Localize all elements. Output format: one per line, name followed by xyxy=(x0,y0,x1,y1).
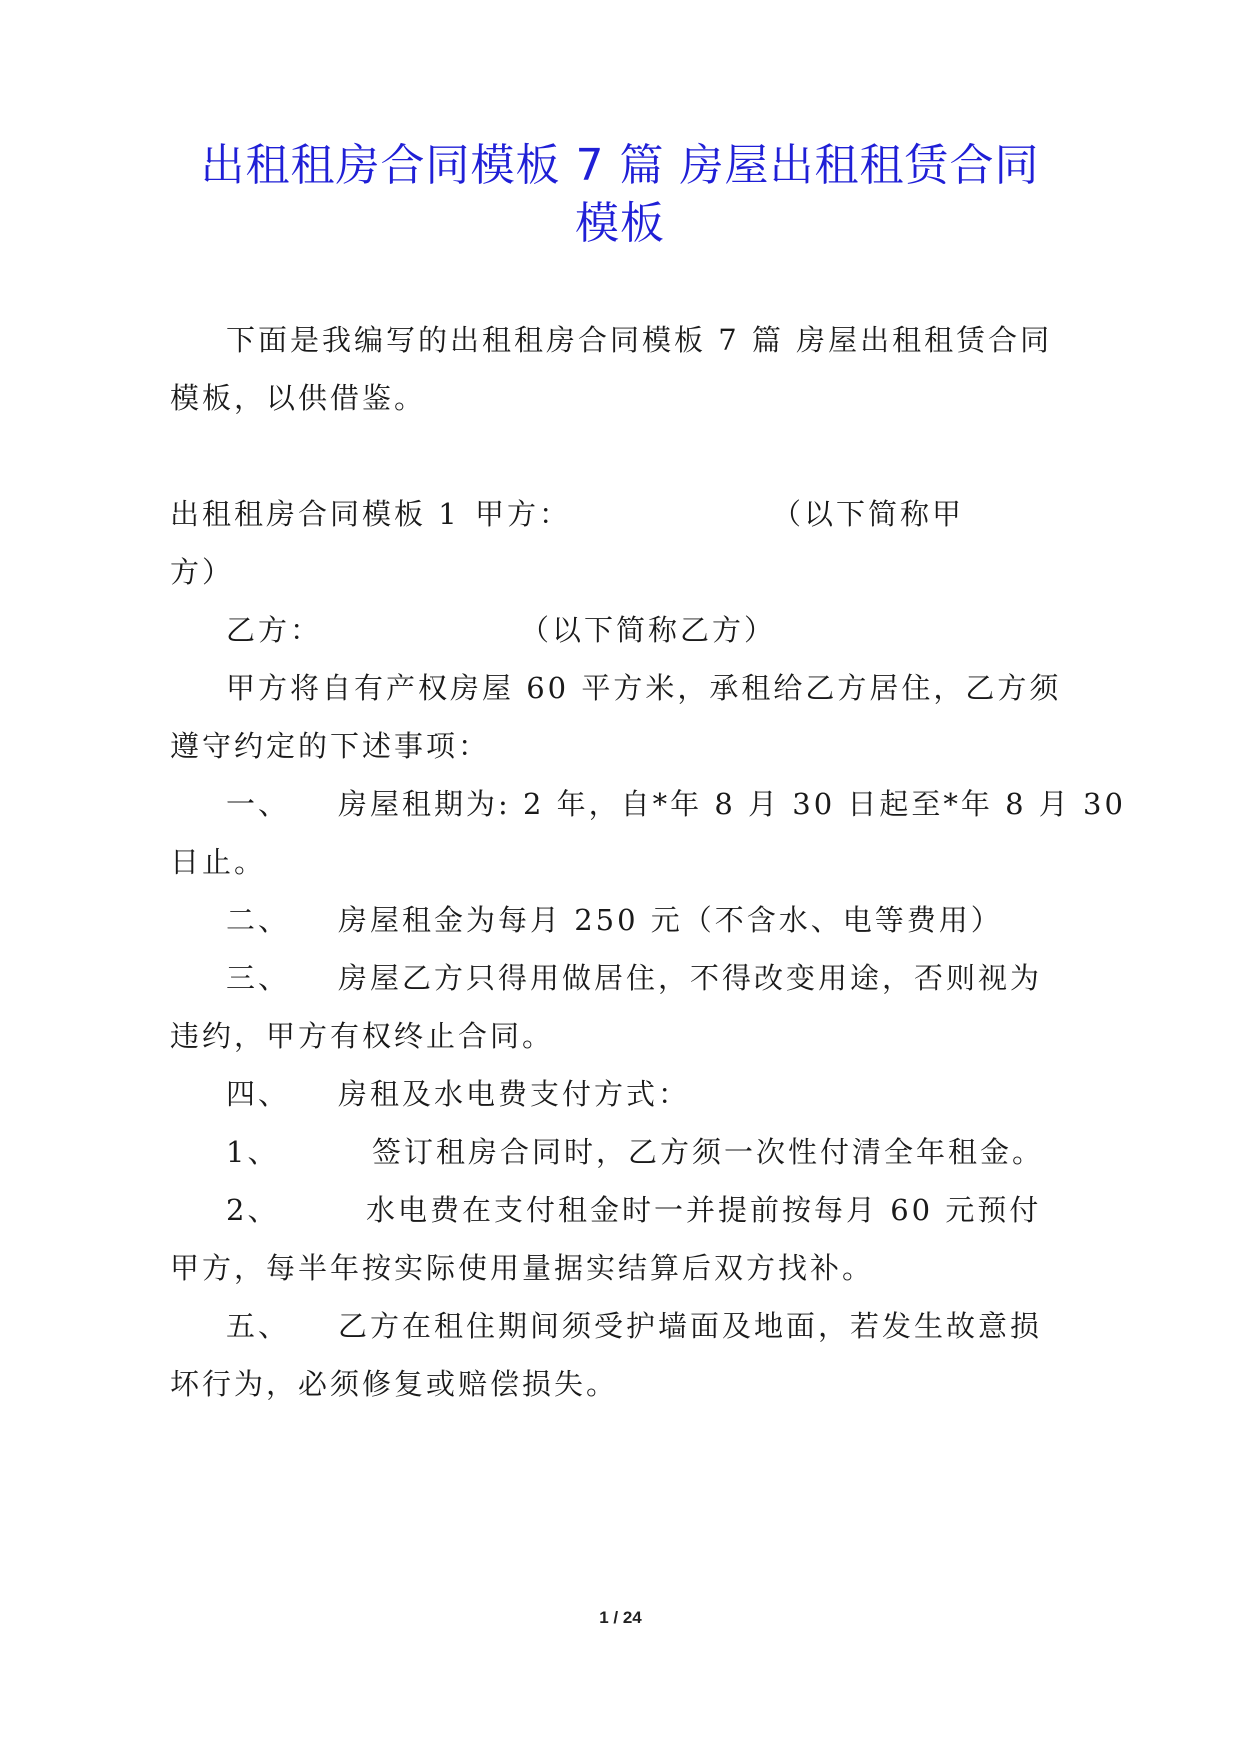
intro-line-1: 下面是我编写的出租租房合同模板 7 篇 房屋出租租赁合同 xyxy=(226,323,1053,357)
sub-clause-number: 2、 xyxy=(226,1193,280,1227)
clause-number: 一、 xyxy=(226,787,291,821)
clause-text: 房屋租期为: 2 年，自*年 8 月 30 日起至*年 8 月 30 xyxy=(338,787,1126,821)
clause-text: 房租及水电费支付方式： xyxy=(338,1077,691,1111)
clause-number: 二、 xyxy=(226,903,291,937)
sub-clause-number: 1、 xyxy=(226,1135,280,1169)
clause-number: 三、 xyxy=(226,961,291,995)
page-number: 1 / 24 xyxy=(599,1608,642,1627)
intro-line-2: 模板，以供借鉴。 xyxy=(170,381,427,415)
clause-text-cont: 违约，甲方有权终止合同。 xyxy=(170,1019,555,1053)
party-b-label: 乙方： xyxy=(226,613,323,647)
clause-intro-line-1: 甲方将自有产权房屋 60 平方米，承租给乙方居住，乙方须 xyxy=(226,671,1062,705)
clause-text: 房屋乙方只得用做居住，不得改变用途，否则视为 xyxy=(338,961,1043,995)
clause-text-cont: 日止。 xyxy=(170,845,267,879)
clause-text: 房屋租金为每月 250 元（不含水、电等费用） xyxy=(338,903,1003,937)
clause-intro-line-2: 遵守约定的下述事项： xyxy=(170,729,491,763)
sub-clause-text-cont: 甲方，每半年按实际使用量据实结算后双方找补。 xyxy=(170,1251,875,1285)
title-line-1: 出租租房合同模板 7 篇 房屋出租租赁合同 xyxy=(200,140,1040,191)
clause-text: 乙方在租住期间须受护墙面及地面，若发生故意损 xyxy=(338,1309,1043,1343)
party-b-note: （以下简称乙方） xyxy=(520,613,777,647)
party-a-label: 甲方： xyxy=(475,497,572,531)
clause-number: 四、 xyxy=(226,1077,291,1111)
clause-text-cont: 坏行为，必须修复或赔偿损失。 xyxy=(170,1367,619,1401)
party-a-note-cont: 方） xyxy=(170,555,235,589)
title-line-2: 模板 xyxy=(575,198,665,249)
sub-clause-text: 签订租房合同时，乙方须一次性付清全年租金。 xyxy=(372,1135,1045,1169)
document-title xyxy=(150,137,1090,253)
clause-number: 五、 xyxy=(226,1309,291,1343)
party-a-note: （以下简称甲 xyxy=(772,497,965,531)
contract-heading: 出租租房合同模板 1 xyxy=(170,497,460,531)
sub-clause-text: 水电费在支付租金时一并提前按每月 60 元预付 xyxy=(366,1193,1042,1227)
